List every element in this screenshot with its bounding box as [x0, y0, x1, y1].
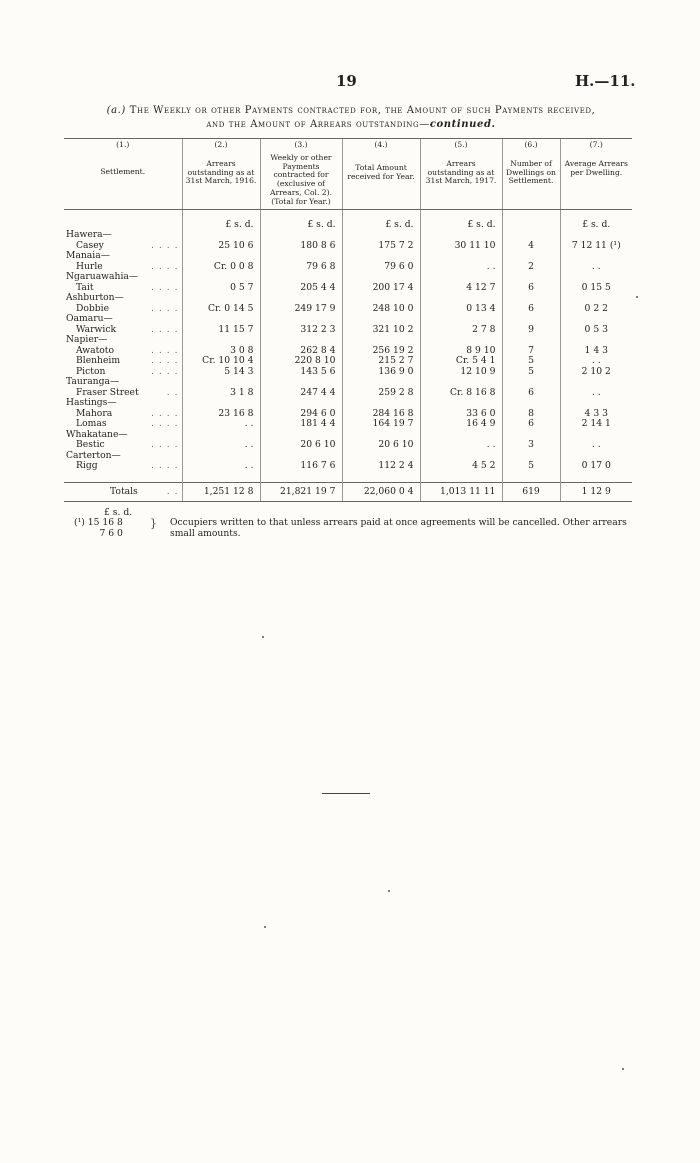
cell-c4: 20 6 10 [342, 440, 420, 451]
currency-row [64, 220, 632, 231]
town-row [64, 430, 632, 441]
cell-c3: 20 6 10 [260, 440, 342, 451]
settlement-name: Lomas [76, 418, 107, 430]
cell-c6: 4 [502, 241, 560, 252]
cell-c6: 6 [502, 283, 560, 294]
cell-c6: 5 [502, 461, 560, 472]
cell-c4: 284 16 8 [342, 409, 420, 420]
cell-c5: . . [420, 440, 502, 451]
leader-dots: . . [166, 386, 179, 398]
cell-c6: 6 [502, 304, 560, 315]
leader-dots: . . . . [151, 418, 179, 430]
cell-c5: 2 7 8 [420, 325, 502, 336]
settlement-name: Hurle [76, 260, 103, 272]
town-row [64, 377, 632, 388]
cell-c5: Cr. 8 16 8 [420, 388, 502, 399]
col-header-average-arrears: (7.) Average Arrears per Dwelling. [560, 139, 632, 210]
arrears-table [64, 138, 632, 502]
cell-c3: 79 6 8 [260, 262, 342, 273]
cell-c6: 5 [502, 356, 560, 367]
total-c6: 619 [502, 482, 560, 502]
cell-c4: 112 2 4 [342, 461, 420, 472]
settlement-name: Dobbie [76, 302, 110, 314]
cell-c2: 5 14 3 [182, 367, 260, 378]
leader-dots: . . . . [151, 355, 179, 367]
town-row [64, 272, 632, 283]
cell-c7: 0 2 2 [560, 304, 632, 315]
cell-c3: 249 17 9 [260, 304, 342, 315]
page-speck [262, 636, 264, 638]
cell-c4: 79 6 0 [342, 262, 420, 273]
cell-c7: 2 14 1 [560, 419, 632, 430]
col-header-arrears-1916: (2.) Arrears outstanding as at 31st March, 1916. [182, 139, 260, 210]
cell-c3: 247 4 4 [260, 388, 342, 399]
currency-label: £ s. d. [342, 220, 420, 231]
section-divider [322, 793, 370, 794]
cell-c7: . . [560, 440, 632, 451]
cell-c2: . . [182, 440, 260, 451]
currency-label: £ s. d. [260, 220, 342, 231]
town-name: Oamaru— [66, 313, 113, 325]
settlement-name: Casey [76, 239, 104, 251]
cell-c6: 2 [502, 262, 560, 273]
town-name: Manaia— [66, 250, 110, 262]
cell-c2: Cr. 0 0 8 [182, 262, 260, 273]
cell-c2: 11 15 7 [182, 325, 260, 336]
table-row [64, 356, 632, 367]
table-row [64, 241, 632, 252]
town-row [64, 293, 632, 304]
settlement-name: Picton [76, 365, 106, 377]
settlement-name: Blenheim [76, 355, 121, 367]
settlement-name: Mahora [76, 407, 113, 419]
leader-dots: . . . . [151, 302, 179, 314]
town-name: Ngaruawahia— [66, 271, 139, 283]
table-row [64, 325, 632, 336]
footnote-text [170, 518, 627, 539]
cell-c7: 0 5 3 [560, 325, 632, 336]
col-header-settlement: (1.) Settlement. [64, 139, 182, 210]
town-row [64, 314, 632, 325]
cell-c2: 3 1 8 [182, 388, 260, 399]
cell-c5: 33 6 0 [420, 409, 502, 420]
cell-c4: 256 19 2 [342, 346, 420, 357]
total-c5: 1,013 11 11 [420, 482, 502, 502]
cell-c5: 4 12 7 [420, 283, 502, 294]
total-c4: 22,060 0 4 [342, 482, 420, 502]
cell-c4: 215 2 7 [342, 356, 420, 367]
header-row [64, 139, 632, 210]
cell-c5: . . [420, 262, 502, 273]
cell-c3: 116 7 6 [260, 461, 342, 472]
cell-c7: 0 17 0 [560, 461, 632, 472]
cell-c6: 9 [502, 325, 560, 336]
table-row [64, 283, 632, 294]
town-name: Tauranga— [66, 376, 120, 388]
table-row [64, 262, 632, 273]
cell-c2: 25 10 6 [182, 241, 260, 252]
page-speck [264, 926, 266, 928]
cell-c6: 6 [502, 388, 560, 399]
cell-c7: 4 3 3 [560, 409, 632, 420]
currency-label: £ s. d. [182, 220, 260, 231]
town-name: Ashburton— [66, 292, 124, 304]
town-name: Carterton— [66, 449, 121, 461]
cell-c3: 205 4 4 [260, 283, 342, 294]
page-speck [388, 890, 390, 892]
leader-dots: . . . . [151, 439, 179, 451]
table-row [64, 367, 632, 378]
cell-c5: Cr. 5 4 1 [420, 356, 502, 367]
footnote-amounts [74, 518, 123, 539]
table-row [64, 304, 632, 315]
settlement-name: Awatoto [76, 344, 115, 356]
town-name: Whakatane— [66, 428, 128, 440]
cell-c6: 8 [502, 409, 560, 420]
page-speck [636, 296, 638, 298]
table-row [64, 461, 632, 472]
town-row [64, 451, 632, 462]
cell-c7: . . [560, 356, 632, 367]
cell-c7: 0 15 5 [560, 283, 632, 294]
cell-c4: 259 2 8 [342, 388, 420, 399]
footnote-text-line1: Occupiers written to that unless arrears paid at once agreements will be cancelled. Other arrears [170, 517, 627, 528]
cell-c6: 6 [502, 419, 560, 430]
cell-c6: 5 [502, 367, 560, 378]
leader-dots: . . . . [151, 407, 179, 419]
title-line1: The Weekly or other Payments contracted for, the Amount of such Payments received, [129, 105, 596, 116]
table-row [64, 440, 632, 451]
cell-c7: 2 10 2 [560, 367, 632, 378]
total-c2: 1,251 12 8 [182, 482, 260, 502]
table-row [64, 419, 632, 430]
cell-c4: 321 10 2 [342, 325, 420, 336]
cell-c5: 16 4 9 [420, 419, 502, 430]
page-number: 19 [336, 72, 357, 90]
cell-c7: . . [560, 388, 632, 399]
col-header-amount-received: (4.) Total Amount received for Year. [342, 139, 420, 210]
cell-c4: 175 7 2 [342, 241, 420, 252]
cell-c7: 1 4 3 [560, 346, 632, 357]
cell-c2: . . [182, 461, 260, 472]
page-speck [622, 1068, 624, 1070]
total-c7: 1 12 9 [560, 482, 632, 502]
cell-c5: 4 5 2 [420, 461, 502, 472]
footnote-currency: £ s. d. [104, 507, 133, 518]
cell-c7: . . [560, 262, 632, 273]
settlement-name: Tait [76, 281, 94, 293]
town-row [64, 251, 632, 262]
settlement-name: Bestic [76, 439, 105, 451]
settlement-name: Rigg [76, 460, 98, 472]
currency-label: £ s. d. [420, 220, 502, 231]
cell-c4: 136 9 0 [342, 367, 420, 378]
cell-c3: 181 4 4 [260, 419, 342, 430]
cell-c2: Cr. 0 14 5 [182, 304, 260, 315]
cell-c3: 294 6 0 [260, 409, 342, 420]
town-row [64, 230, 632, 241]
currency-label: £ s. d. [560, 220, 632, 231]
cell-c6: 7 [502, 346, 560, 357]
table-row [64, 346, 632, 357]
cell-c2: 23 16 8 [182, 409, 260, 420]
leader-dots: . . . . [151, 323, 179, 335]
footnote-brace: } [150, 517, 157, 530]
leader-dots: . . . . [151, 460, 179, 472]
cell-c5: 8 9 10 [420, 346, 502, 357]
cell-c5: 30 11 10 [420, 241, 502, 252]
town-name: Hawera— [66, 229, 112, 241]
cell-c3: 143 5 6 [260, 367, 342, 378]
town-name: Hastings— [66, 397, 117, 409]
cell-c2: 3 0 8 [182, 346, 260, 357]
cell-c6: 3 [502, 440, 560, 451]
cell-c2: . . [182, 419, 260, 430]
cell-c5: 12 10 9 [420, 367, 502, 378]
cell-c5: 0 13 4 [420, 304, 502, 315]
table-row [64, 409, 632, 420]
totals-label: Totals [110, 485, 138, 497]
totals-row [64, 482, 632, 502]
town-row [64, 335, 632, 346]
cell-c4: 164 19 7 [342, 419, 420, 430]
footnote-amount-1: (¹) 15 16 8 [74, 517, 123, 528]
cell-c3: 220 8 10 [260, 356, 342, 367]
title-continued: continued. [429, 119, 496, 130]
total-c3: 21,821 19 7 [260, 482, 342, 502]
settlement-name: Fraser Street [76, 386, 139, 398]
leader-dots: . . . . [151, 344, 179, 356]
col-header-payments: (3.) Weekly or other Payments contracted for (exclusive of Arrears, Col. 2). (Total for Year.) [260, 139, 342, 210]
table-row [64, 388, 632, 399]
document-reference: H.—11. [575, 72, 636, 90]
cell-c4: 200 17 4 [342, 283, 420, 294]
leader-dots: . . . . [151, 260, 179, 272]
col-header-dwellings: (6.) Number of Dwellings on Settlement. [502, 139, 560, 210]
table-title [62, 104, 640, 132]
cell-c3: 312 2 3 [260, 325, 342, 336]
col-header-arrears-1917: (5.) Arrears outstanding as at 31st March, 1917. [420, 139, 502, 210]
cell-c2: 0 5 7 [182, 283, 260, 294]
cell-c3: 262 8 4 [260, 346, 342, 357]
leader-dots: . . . . [151, 365, 179, 377]
footnote-text-line2: small amounts. [170, 527, 241, 539]
leader-dots: . . . . [151, 281, 179, 293]
leader-dots: . . [166, 485, 179, 497]
footnote-amount-2: 7 6 0 [99, 527, 123, 539]
cell-c4: 248 10 0 [342, 304, 420, 315]
leader-dots: . . . . [151, 239, 179, 251]
cell-c7: 7 12 11 (¹) [560, 241, 632, 252]
settlement-name: Warwick [76, 323, 117, 335]
cell-c3: 180 8 6 [260, 241, 342, 252]
title-line2: and the Amount of Arrears outstanding— [206, 119, 430, 130]
cell-c2: Cr. 10 10 4 [182, 356, 260, 367]
title-label: (a.) [106, 105, 126, 116]
town-row [64, 398, 632, 409]
town-name: Napier— [66, 334, 108, 346]
